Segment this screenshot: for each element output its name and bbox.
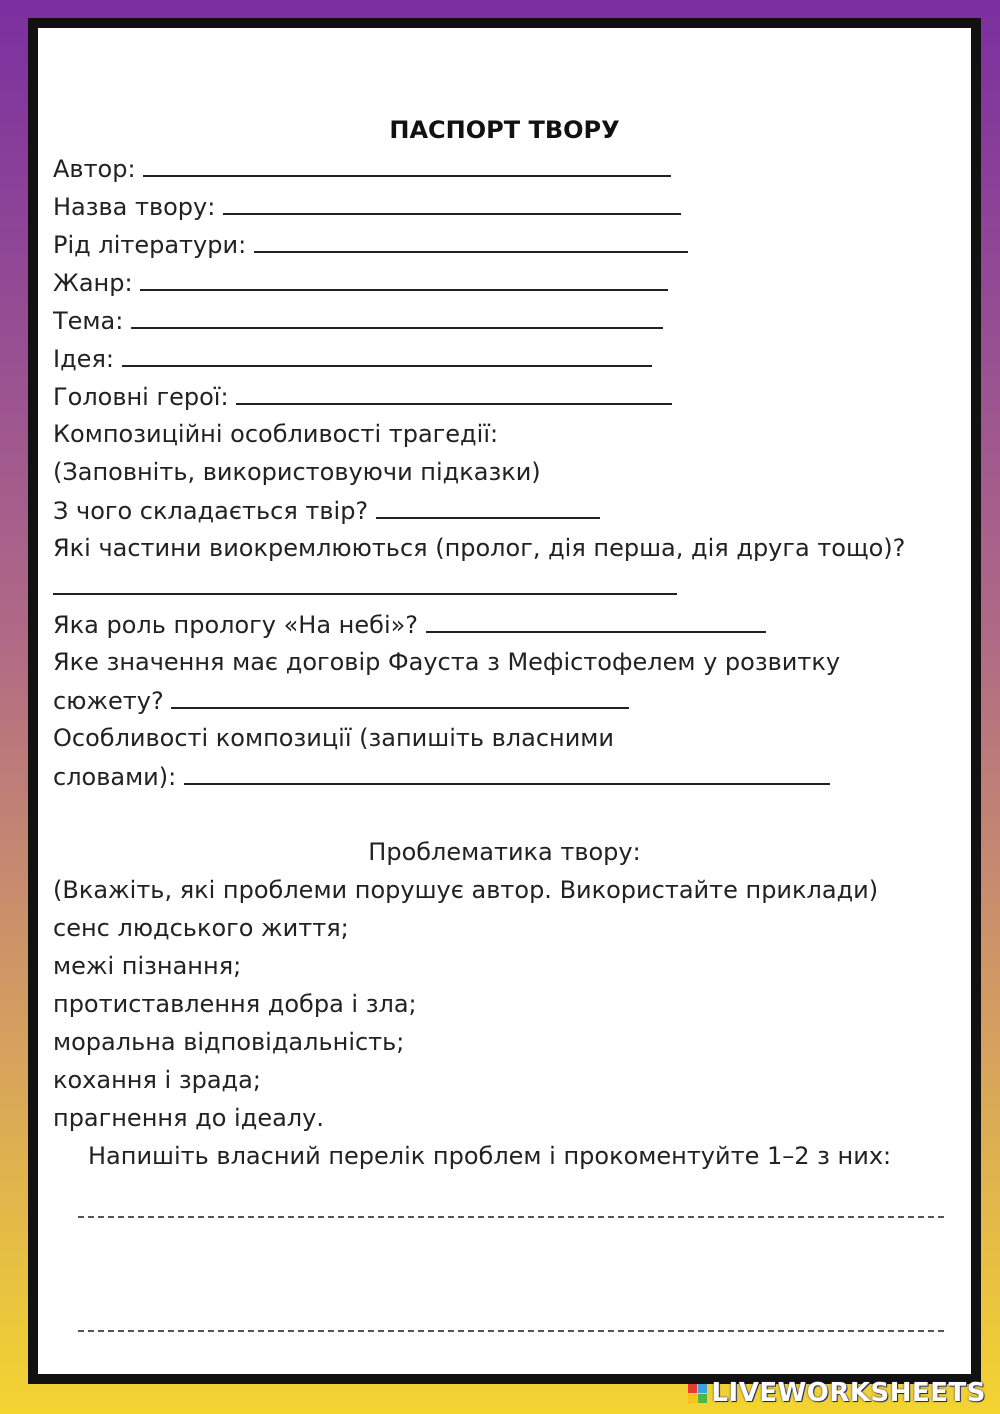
question-4-label: Яке значення має договір Фауста з Мефістофелем у розвитку: [53, 648, 841, 676]
logo-icon: [688, 1384, 707, 1403]
question-4-row: [53, 685, 629, 716]
question-3-input[interactable]: [426, 609, 766, 633]
question-5-label: Особливості композиції (запишіть власними: [53, 724, 615, 752]
question-2-input[interactable]: [53, 571, 677, 595]
work-name-row: [53, 191, 681, 222]
hint-text: (Заповніть, використовуючи підказки): [53, 458, 541, 486]
theme-row: [53, 305, 663, 336]
question-5-row: [53, 761, 830, 792]
question-4-input[interactable]: [171, 685, 629, 709]
liveworksheets-logo: [688, 1378, 986, 1408]
heroes-row: [53, 381, 672, 412]
literary-kind-row: [53, 229, 688, 260]
literary-kind-label: Рід літератури:: [53, 231, 247, 259]
problem-item: моральна відповідальність;: [53, 1028, 405, 1056]
heroes-input[interactable]: [236, 381, 672, 405]
problem-item: кохання і зрада;: [53, 1066, 261, 1094]
theme-label: Тема:: [53, 307, 124, 335]
question-1-row: [53, 495, 600, 526]
work-name-input[interactable]: [223, 191, 681, 215]
answer-line-1[interactable]: [78, 1216, 944, 1218]
question-4-label-cont: сюжету?: [53, 687, 164, 715]
question-1-label: З чого складається твір?: [53, 497, 369, 525]
page-title: ПАСПОРТ ТВОРУ: [389, 116, 620, 144]
literary-kind-input[interactable]: [254, 229, 688, 253]
idea-input[interactable]: [122, 343, 652, 367]
problem-item: протиставлення добра і зла;: [53, 990, 417, 1018]
idea-label: Ідея:: [53, 345, 114, 373]
genre-input[interactable]: [140, 267, 668, 291]
question-5-label-cont: словами):: [53, 763, 177, 791]
problem-item: прагнення до ідеалу.: [53, 1104, 324, 1132]
genre-row: [53, 267, 668, 298]
author-row: [53, 153, 671, 184]
idea-row: [53, 343, 652, 374]
question-3-label: Яка роль прологу «На небі»?: [53, 611, 419, 639]
question-1-input[interactable]: [376, 495, 600, 519]
question-5-input[interactable]: [184, 761, 830, 785]
question-2-row: [53, 571, 677, 602]
author-input[interactable]: [143, 153, 671, 177]
author-label: Автор:: [53, 155, 136, 183]
heroes-label: Головні герої:: [53, 383, 229, 411]
problem-item: межі пізнання;: [53, 952, 242, 980]
genre-label: Жанр:: [53, 269, 133, 297]
composition-label: Композиційні особливості трагедії:: [53, 420, 499, 448]
logo-text: LIVEWORKSHEETS: [711, 1378, 986, 1408]
question-2-label: Які частини виокремлюються (пролог, дія перша, дія друга тощо)?: [53, 534, 906, 562]
problem-item: сенс людського життя;: [53, 914, 349, 942]
worksheet-page: [38, 28, 971, 1374]
problems-heading: Проблематика твору:: [368, 838, 641, 866]
question-3-row: [53, 609, 766, 640]
problems-task: Напишіть власний перелік проблем і прокоментуйте 1–2 з них:: [88, 1142, 892, 1170]
answer-line-2[interactable]: [78, 1330, 944, 1332]
worksheet-frame: [28, 18, 981, 1384]
problems-instruction: (Вкажіть, які проблеми порушує автор. Використайте приклади): [53, 876, 879, 904]
theme-input[interactable]: [131, 305, 663, 329]
work-name-label: Назва твору:: [53, 193, 216, 221]
